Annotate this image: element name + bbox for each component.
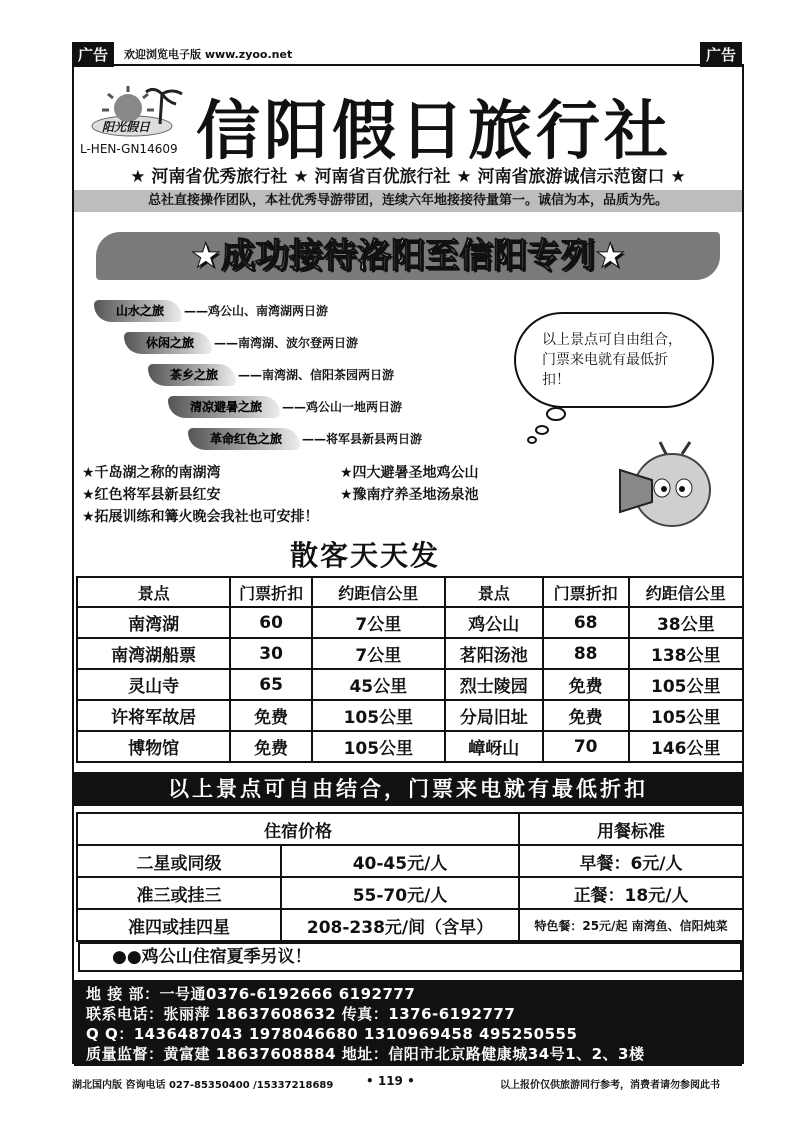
daily-departure-title: 散客天天发 — [290, 539, 441, 572]
table-cell: 二星或同级 — [77, 845, 281, 877]
column-header: 门票折扣 — [230, 577, 312, 607]
route-tag: 休闲之旅 — [124, 332, 212, 354]
route-item[interactable] — [188, 428, 422, 450]
table-cell: 40-45元/人 — [281, 845, 519, 877]
route-desc: ——鸡公山一地两日游 — [282, 400, 403, 414]
table-cell: 免费 — [230, 731, 312, 762]
column-header: 景点 — [77, 577, 230, 607]
table-cell: 105公里 — [312, 731, 445, 762]
route-item[interactable] — [168, 396, 402, 418]
route-tag: 革命红色之旅 — [188, 428, 300, 450]
column-header: 约距信公里 — [312, 577, 445, 607]
summer-note: ●●鸡公山住宿夏季另议！ — [78, 942, 742, 972]
honors-bar: ★ 河南省优秀旅行社 ★ 河南省百优旅行社 ★ 河南省旅游诚信示范窗口 ★ — [130, 167, 686, 187]
table-cell: 88 — [543, 638, 629, 669]
route-tag: 清凉避暑之旅 — [168, 396, 280, 418]
page-number: • 119 • — [366, 1074, 415, 1088]
route-desc: ——南湾湖、信阳茶园两日游 — [238, 368, 395, 382]
megaphone-icon — [612, 440, 722, 532]
feature-item: ★千岛湖之称的南湖湾 — [82, 465, 221, 481]
feature-item: ★豫南疗养圣地汤泉池 — [340, 487, 479, 503]
table-cell: 特色餐：25元/起 南湾鱼、信阳炖菜 — [519, 909, 743, 941]
logo-text: 阳光假日 — [102, 120, 151, 134]
contact-line[interactable]: 联系电话：张丽萍 18637608632 传真：1376-6192777 — [86, 1005, 516, 1023]
lodging-table — [76, 812, 744, 942]
table-cell: 正餐：18元/人 — [519, 877, 743, 909]
table-cell: 准三或挂三 — [77, 877, 281, 909]
table-cell: 南湾湖 — [77, 607, 230, 638]
feature-item: ★红色将军县新县红安 — [82, 487, 221, 503]
footer-left: 湖北国内版 咨询电话 027-85350400 /15337218689 — [72, 1080, 334, 1091]
route-desc: ——将军县新县两日游 — [302, 432, 423, 446]
special-train-banner: ★成功接待洛阳至信阳专列★ — [96, 232, 720, 280]
route-item[interactable] — [94, 300, 328, 322]
table-cell: 105公里 — [629, 700, 743, 731]
table-cell: 105公里 — [312, 700, 445, 731]
route-item[interactable] — [148, 364, 394, 386]
table-cell: 分局旧址 — [445, 700, 543, 731]
table-row — [77, 700, 743, 731]
table-header-row — [77, 813, 743, 845]
table-cell: 208-238元/间（含早） — [281, 909, 519, 941]
table-cell: 146公里 — [629, 731, 743, 762]
table-cell: 免费 — [230, 700, 312, 731]
route-desc: ——鸡公山、南湾湖两日游 — [184, 304, 329, 318]
thought-bubble-icon — [520, 404, 580, 444]
column-header: 门票折扣 — [543, 577, 629, 607]
route-tag: 茶乡之旅 — [148, 364, 236, 386]
page-title: 信阳假日旅行社 — [196, 95, 672, 169]
table-header-row — [77, 577, 743, 607]
table-cell: 30 — [230, 638, 312, 669]
table-cell: 烈士陵园 — [445, 669, 543, 700]
table-cell: 嶂岈山 — [445, 731, 543, 762]
scenic-table — [76, 576, 744, 763]
table-cell: 138公里 — [629, 638, 743, 669]
column-header: 景点 — [445, 577, 543, 607]
free-combination-bar: 以上景点可自由结合，门票来电就有最低折扣 — [74, 772, 742, 806]
table-row — [77, 638, 743, 669]
table-cell: 茗阳汤池 — [445, 638, 543, 669]
feature-item: ★拓展训练和篝火晚会我社也可安排！ — [82, 509, 319, 525]
bubble-text: 以上景点可自由组合，门票来电就有最低折扣！ — [542, 332, 682, 388]
table-row — [77, 909, 743, 941]
route-tag: 山水之旅 — [94, 300, 182, 322]
table-cell: 38公里 — [629, 607, 743, 638]
table-cell: 60 — [230, 607, 312, 638]
feature-item: ★四大避暑圣地鸡公山 — [340, 465, 479, 481]
table-row — [77, 731, 743, 762]
table-row — [77, 607, 743, 638]
contact-line[interactable]: 地 接 部：一号通0376-6192666 6192777 — [86, 985, 416, 1003]
contact-line[interactable]: Q Q：1436487043 1978046680 1310969458 495250555 — [86, 1025, 578, 1043]
table-cell: 许将军故居 — [77, 700, 230, 731]
table-row — [77, 877, 743, 909]
table-row — [77, 845, 743, 877]
column-header: 住宿价格 — [77, 813, 519, 845]
table-cell: 105公里 — [629, 669, 743, 700]
license-number: L-HEN-GN14609 — [80, 142, 178, 156]
welcome-text[interactable]: 欢迎浏览电子版 www.zyoo.net — [124, 48, 293, 61]
table-cell: 免费 — [543, 700, 629, 731]
table-cell: 鸡公山 — [445, 607, 543, 638]
route-desc: ——南湾湖、波尔登两日游 — [214, 336, 359, 350]
table-cell: 准四或挂四星 — [77, 909, 281, 941]
table-cell: 免费 — [543, 669, 629, 700]
table-cell: 7公里 — [312, 607, 445, 638]
contact-panel — [74, 980, 742, 1066]
footer-right: 以上报价仅供旅游同行参考，消费者请勿参阅此书 — [500, 1080, 720, 1091]
table-cell: 55-70元/人 — [281, 877, 519, 909]
table-cell: 灵山寺 — [77, 669, 230, 700]
route-item[interactable] — [124, 332, 358, 354]
thought-bubble — [514, 312, 714, 408]
table-cell: 45公里 — [312, 669, 445, 700]
ad-tag-right: 广告 — [700, 42, 742, 67]
ad-tag-left: 广告 — [72, 42, 114, 67]
table-row — [77, 669, 743, 700]
logo — [88, 80, 188, 142]
table-cell: 68 — [543, 607, 629, 638]
table-cell: 博物馆 — [77, 731, 230, 762]
column-header: 用餐标准 — [519, 813, 743, 845]
table-cell: 65 — [230, 669, 312, 700]
table-cell: 70 — [543, 731, 629, 762]
slogan-bar: 总社直接操作团队，本社优秀导游带团，连续六年地接接待量第一。诚信为本，品质为先。 — [74, 190, 742, 212]
table-cell: 南湾湖船票 — [77, 638, 230, 669]
contact-line[interactable]: 质量监督：黄富建 18637608884 地址：信阳市北京路健康城34号1、2、3楼 — [86, 1045, 645, 1063]
column-header: 约距信公里 — [629, 577, 743, 607]
table-cell: 7公里 — [312, 638, 445, 669]
table-cell: 早餐：6元/人 — [519, 845, 743, 877]
